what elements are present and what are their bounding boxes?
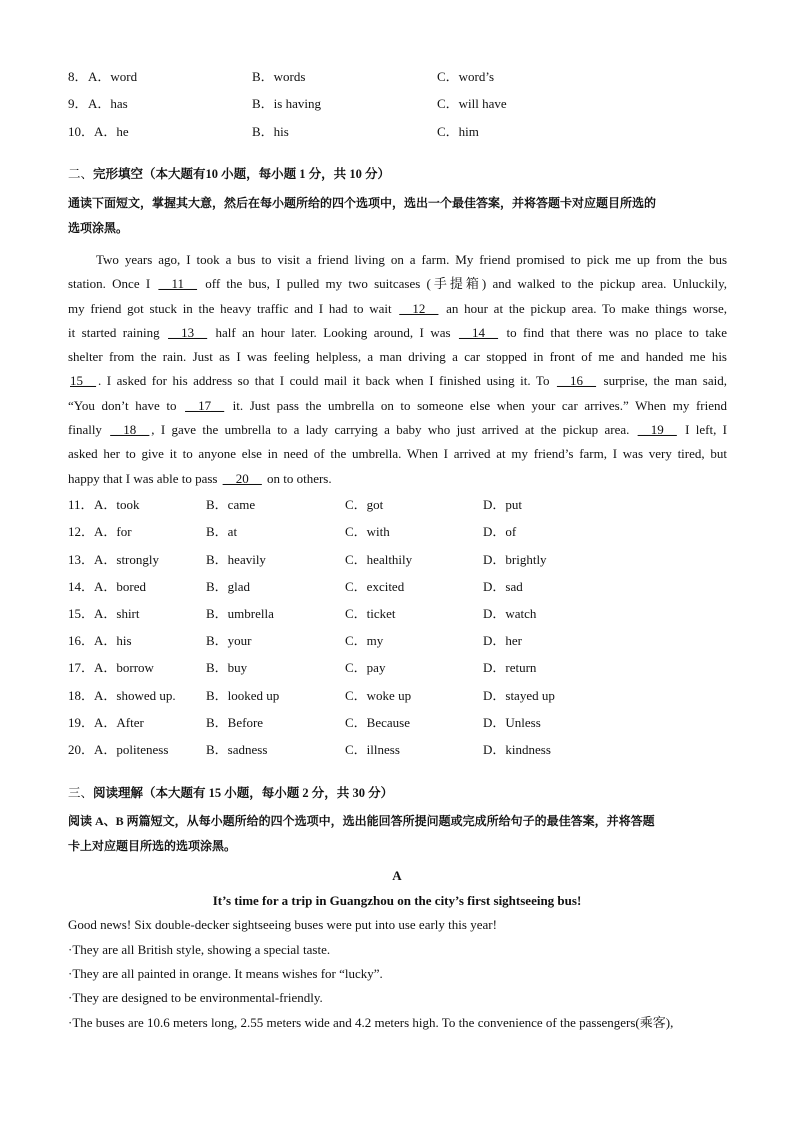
section-total: 30 [352, 786, 365, 800]
passage-title: It’s time for a trip in Guangzhou on the city’s first sightseeing bus! [212, 893, 582, 908]
passage-label: A [392, 868, 402, 883]
section-text: 分，共 [305, 167, 350, 181]
cloze-blank: __14__ [459, 324, 499, 340]
passage-line [68, 369, 727, 393]
question-row [68, 522, 728, 542]
passage-line [68, 272, 727, 296]
option-a: A．strongly [94, 552, 160, 567]
option-c: C．healthily [345, 552, 413, 567]
passage-line: ·The buses are 10.6 meters long, 2.55 meters wide and 4.2 meters high. To the convenience of the passengers(乘客), [68, 1015, 674, 1030]
passage-line: Good news! Six double-decker sightseeing buses were put into use early this year! [68, 917, 497, 932]
option-d: D．stayed up [483, 688, 555, 703]
passage-text: finally [68, 422, 109, 438]
section-text: 分，共 [308, 786, 353, 800]
question-row [68, 122, 728, 142]
option-c: C．my [345, 633, 384, 648]
option-b: B．your [206, 633, 252, 648]
question-row [68, 713, 728, 733]
question-row [68, 577, 728, 597]
instruction-line: 卡上对应题目所选的选项涂黑。 [68, 839, 237, 853]
passage-line [68, 321, 727, 345]
question-row [68, 94, 728, 114]
option-a: A．for [94, 524, 132, 539]
question-number: 18． [68, 688, 95, 703]
option-a: A．shirt [94, 606, 140, 621]
option-c: C．ticket [345, 606, 396, 621]
question-number: 19． [68, 715, 95, 730]
option-b: B．glad [206, 579, 251, 594]
option-a: A．he [94, 124, 129, 139]
option-b: B．Before [206, 715, 264, 730]
section3-instruction [68, 809, 728, 859]
option-c: C．with [345, 524, 390, 539]
option-c: C．illness [345, 742, 400, 757]
passage-text: my friend got stuck in the heavy traffic and I had to wait [68, 300, 398, 316]
passage-text: an hour at the pickup area. To make things worse, [440, 300, 727, 316]
option-c: C．pay [345, 660, 386, 675]
option-d: D．put [483, 497, 523, 512]
instruction-line: 通读下面短文，掌握其大意，然后在每小题所给的四个选项中，选出一个最佳答案，并将答题卡对应题目所选的 [68, 196, 657, 210]
section-points: 1 [299, 167, 306, 181]
section-number: 三、 [68, 786, 94, 800]
option-d: D．watch [483, 606, 537, 621]
section-total: 10 [349, 167, 362, 181]
option-c: C．Because [345, 715, 410, 730]
cloze-blank: __16__ [557, 373, 596, 389]
option-c: C．excited [345, 579, 405, 594]
option-b: B．came [206, 497, 256, 512]
question-row [68, 740, 728, 760]
passage-line [68, 394, 727, 418]
option-b: B．umbrella [206, 606, 274, 621]
option-d: D．brightly [483, 552, 547, 567]
passage-text: asked her to give it to anyone else in need of the umbrella. When I arrived at my friend’s farm, I was very tired, but [68, 446, 727, 462]
passage-line [68, 467, 727, 491]
option-c: C．got [345, 497, 384, 512]
section-points: 2 [302, 786, 309, 800]
passage-line [68, 442, 727, 466]
section-count: 10 [205, 167, 219, 181]
question-row [68, 67, 728, 87]
section-text: 小题，每小题 [218, 167, 300, 181]
passage-line [68, 297, 727, 321]
section-text: 分） [361, 167, 390, 181]
question-row [68, 631, 728, 651]
passage-line [68, 248, 727, 272]
section-count: 15 [208, 786, 222, 800]
section2-instruction [68, 191, 728, 241]
section-text: 分） [364, 786, 394, 800]
cloze-blank: __11__ [158, 276, 197, 292]
question-number: 8． [68, 69, 88, 84]
option-a: A．After [94, 715, 144, 730]
passage-text: “You don’t have to [68, 397, 184, 413]
passage-text: surprise, the man said, [598, 373, 727, 389]
passage-text: half an hour later. Looking around, I was [209, 324, 458, 340]
section2-heading [68, 164, 390, 184]
section-title: 完形填空（本大题有 [93, 167, 206, 181]
passage-text: happy that I was able to pass [68, 470, 221, 486]
passage-line: ·They are all British style, showing a special taste. [68, 942, 331, 957]
passage-text: I left, I [678, 422, 728, 438]
question-number: 9． [68, 96, 88, 111]
question-row [68, 686, 728, 706]
passage-text: , I gave the umbrella to a lady carrying a baby who just arrived at the pickup area. [151, 422, 636, 438]
instruction-line: 阅读 A、B 两篇短文，从每小题所给的四个选项中，选出能回答所提问题或完成所给句子的最佳答案，并将答题 [68, 814, 655, 828]
option-b: B．is having [252, 96, 321, 111]
question-number: 14． [68, 579, 95, 594]
passage-line: ·They are all painted in orange. It means wishes for “lucky”. [68, 966, 383, 981]
cloze-blank: 15__ [70, 373, 96, 389]
option-d: D．sad [483, 579, 523, 594]
option-b: B．words [252, 69, 306, 84]
option-d: D．kindness [483, 742, 551, 757]
option-d: D．return [483, 660, 537, 675]
passage-text: . I asked for his address so that I could mail it back when I finished using it. To [98, 373, 555, 389]
passage-line [68, 418, 727, 442]
question-number: 17． [68, 660, 95, 675]
passage-text: off the bus, I pulled my two suitcases (手提箱) and walked to the pickup area. Unluckily, [198, 276, 727, 292]
question-row [68, 658, 728, 678]
cloze-blank: __18__ [110, 422, 150, 438]
passage-line [68, 345, 727, 369]
passage-line: ·They are designed to be environmental-friendly. [68, 990, 323, 1005]
question-row [68, 550, 728, 570]
option-b: B．his [252, 124, 289, 139]
option-c: C．him [437, 124, 479, 139]
option-a: A．word [88, 69, 138, 84]
option-a: A．showed up. [94, 688, 176, 703]
option-a: A．took [94, 497, 140, 512]
option-b: B．at [206, 524, 238, 539]
passage-text: station. Once I [68, 276, 157, 292]
question-number: 10． [68, 124, 95, 139]
question-row [68, 604, 728, 624]
question-number: 15． [68, 606, 95, 621]
option-c: C．will have [437, 96, 507, 111]
option-c: C．word’s [437, 69, 495, 84]
question-number: 16． [68, 633, 95, 648]
section-number: 二、 [68, 167, 94, 181]
option-b: B．sadness [206, 742, 268, 757]
cloze-blank: __20__ [222, 470, 262, 486]
option-c: C．woke up [345, 688, 412, 703]
passage-text: Two years ago, I took a bus to visit a friend living on a farm. My friend promised to pick me up from the bus [96, 252, 727, 267]
passage-text: to find that there was no place to take [500, 324, 728, 340]
question-number: 20． [68, 742, 95, 757]
question-number: 12． [68, 524, 95, 539]
question-row [68, 495, 728, 515]
passage-text: on to others. [263, 470, 332, 486]
option-d: D．of [483, 524, 517, 539]
option-a: A．borrow [94, 660, 154, 675]
option-b: B．looked up [206, 688, 280, 703]
cloze-blank: __19__ [637, 422, 677, 438]
question-number: 11． [68, 497, 94, 512]
section-text: 小题，每小题 [221, 786, 303, 800]
cloze-blank: __13__ [168, 324, 208, 340]
section-title: 阅读理解（本大题有 [93, 786, 209, 800]
cloze-blank: __12__ [399, 300, 439, 316]
question-number: 13． [68, 552, 95, 567]
option-a: A．politeness [94, 742, 169, 757]
option-a: A．has [88, 96, 128, 111]
cloze-passage [68, 248, 727, 491]
passage-text: it. Just pass the umbrella on to someone else when your car arrives.” When my friend [226, 397, 727, 413]
section3-heading [68, 783, 393, 803]
option-b: B．heavily [206, 552, 266, 567]
option-a: A．his [94, 633, 132, 648]
option-d: D．Unless [483, 715, 541, 730]
passage-text: shelter from the rain. Just as I was feeling helpless, a man driving a car stopped in front of me and handed me his [68, 349, 727, 365]
option-b: B．buy [206, 660, 248, 675]
option-a: A．bored [94, 579, 146, 594]
option-d: D．her [483, 633, 522, 648]
passage-text: it started raining [68, 324, 167, 340]
instruction-line: 选项涂黑。 [68, 221, 129, 235]
cloze-blank: __17__ [185, 397, 225, 413]
